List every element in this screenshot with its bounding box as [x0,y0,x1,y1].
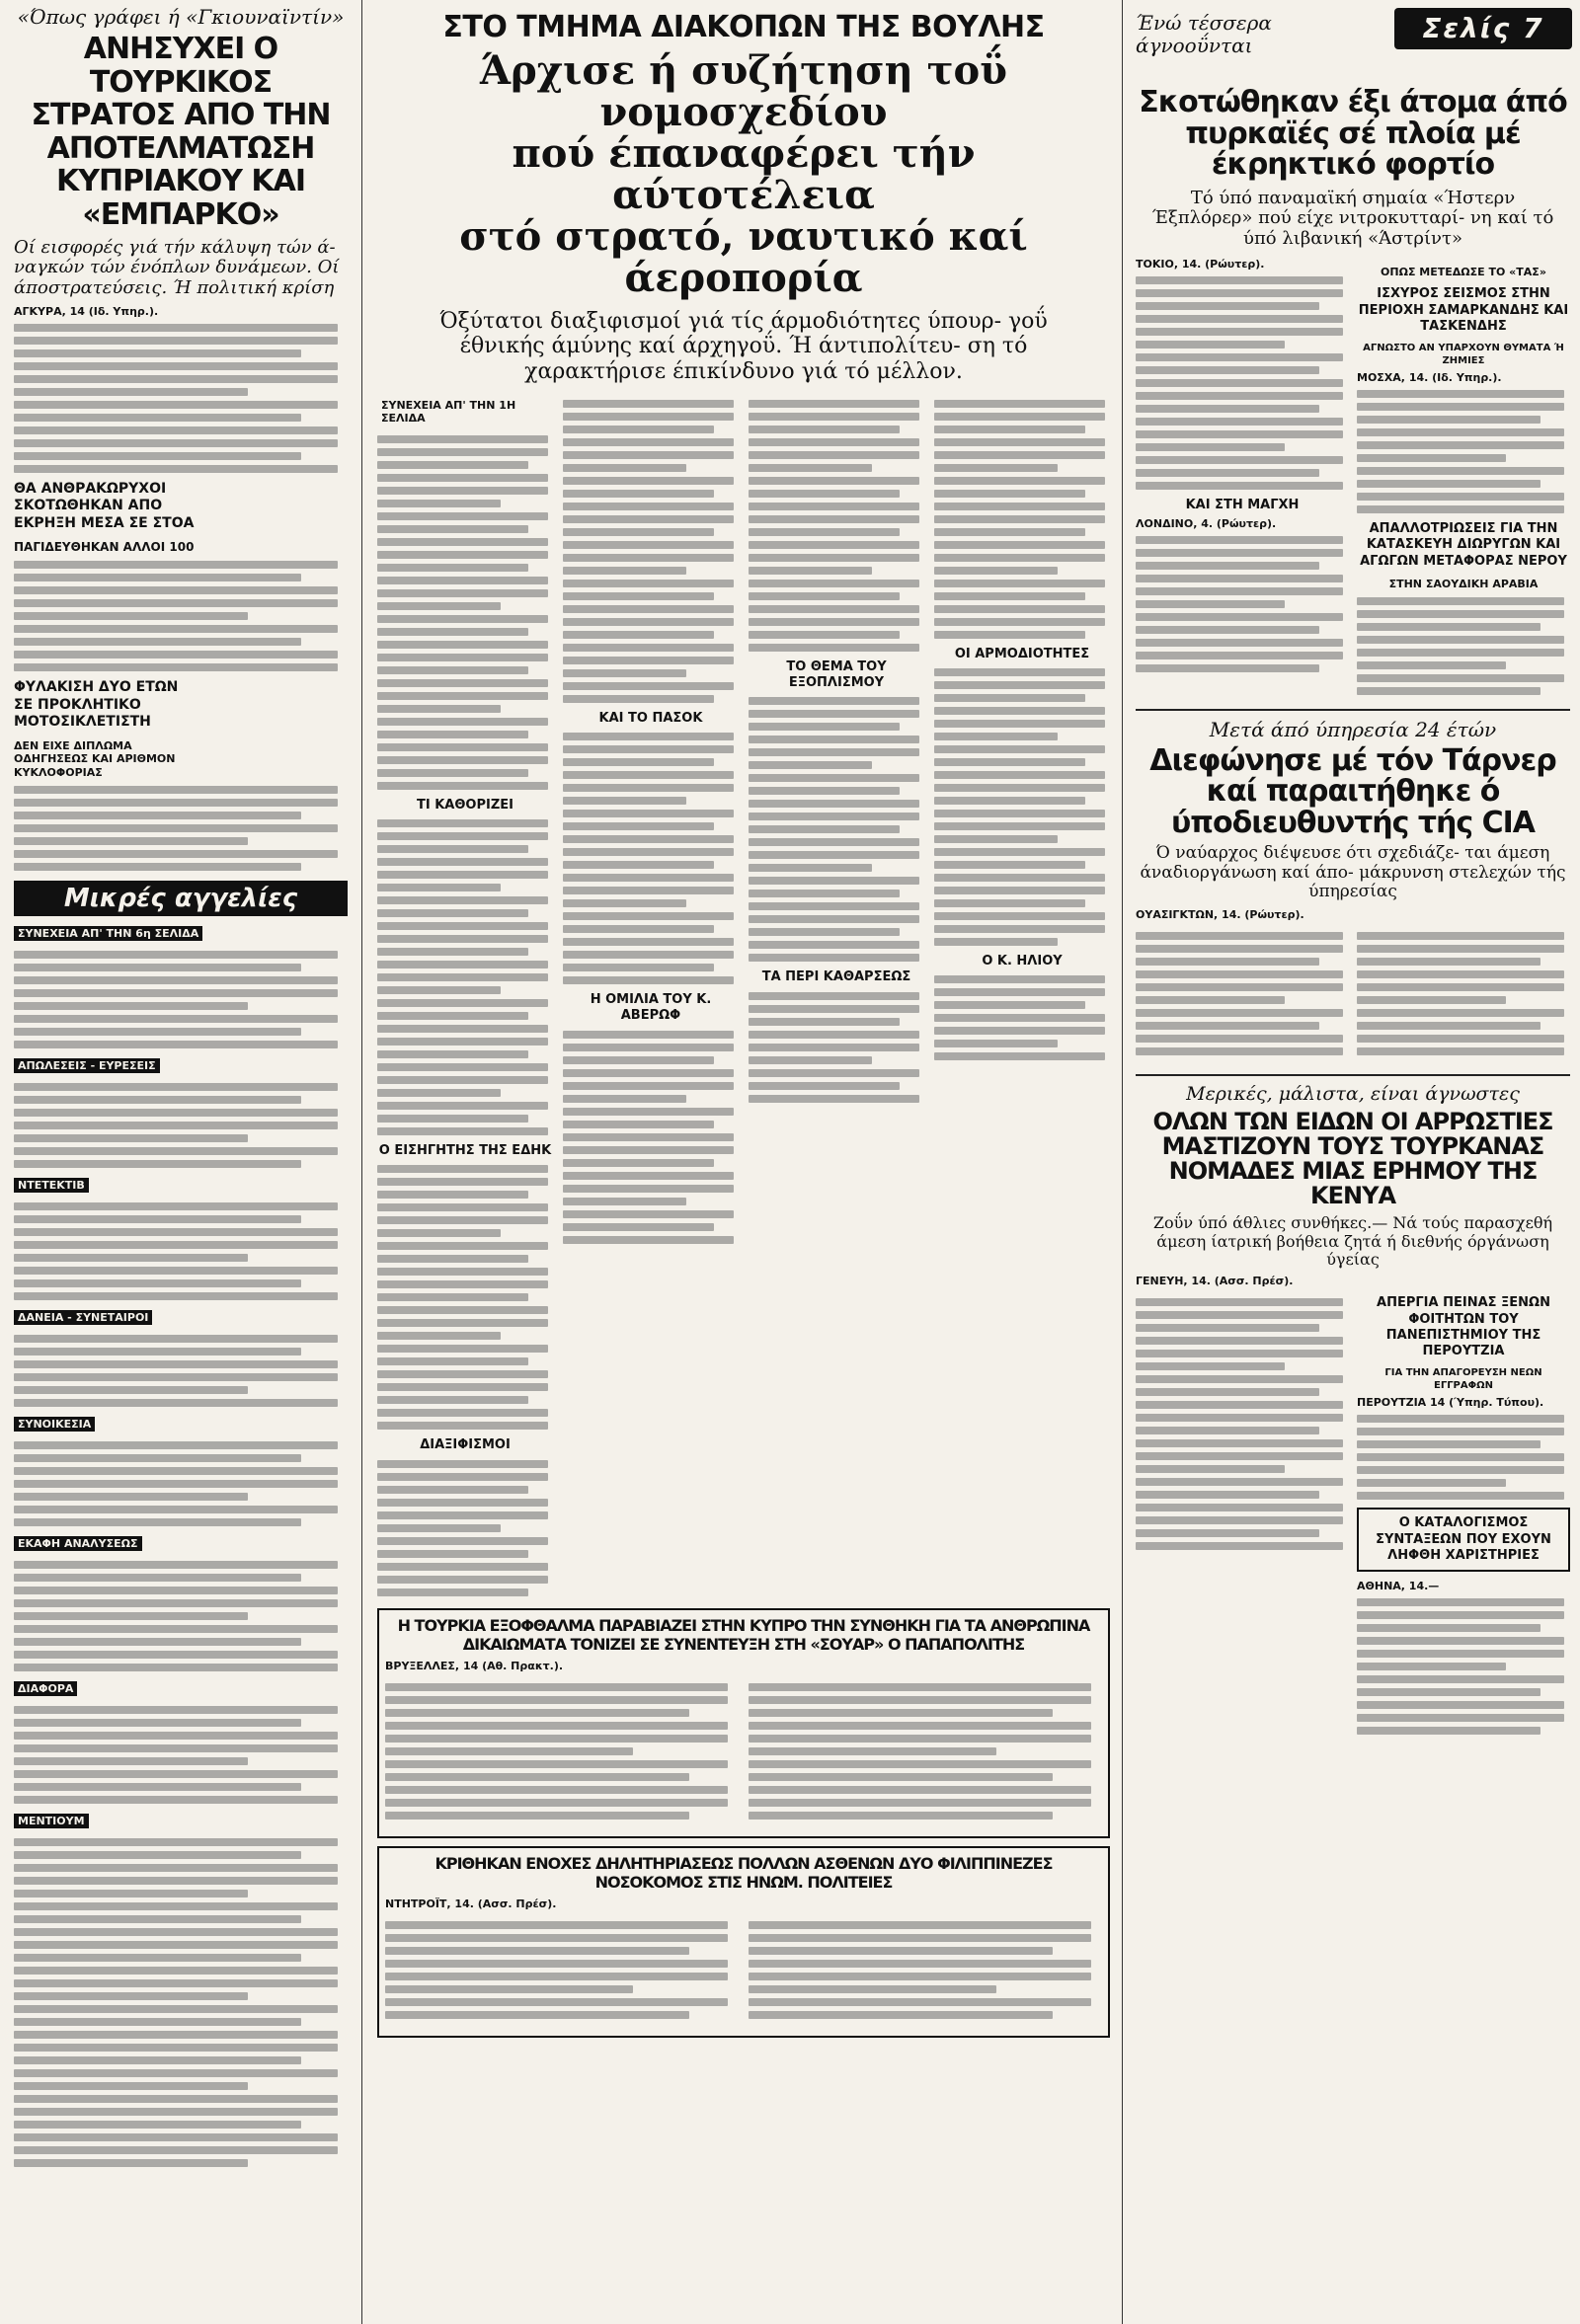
cyprus-text-2 [749,1678,1102,1824]
center-b-text-1 [563,400,739,703]
classified-section-1: ΑΠΩΛΕΣΕΙΣ - ΕΥΡΕΣΕΙΣ [14,1058,160,1073]
sec-eiak: Ο ΕΙΣΗΓΗΤΗΣ ΤΗΣ ΕΔΗΚ [378,1143,552,1159]
quake-sub: ΑΓΝΩΣΤΟ ΑΝ ΥΠΑΡΧΟΥΝ ΘΥΜΑΤΑ Ή ΖΗΜΙΕΣ [1363,343,1564,366]
kenya-subcol-b [1357,1287,1570,1741]
strike-text [1357,1415,1570,1500]
classified-section-2: ΝΤΕΤΕΚΤΙΒ [14,1178,89,1193]
center-subcol-a [377,394,553,1602]
right-a-text-2 [1136,536,1349,672]
cont-head: ΣΥΝΕΧΕΙΑ ΑΠ' ΤΗΝ 1Η ΣΕΛΙΔΑ [381,398,516,425]
classified-text-2 [14,1083,348,1168]
pension-list-box [1357,1508,1570,1572]
cyprus-text-1 [385,1678,739,1824]
sec-disagreements: ΔΙΑΞΙΦΙΣΜΟΙ [420,1437,511,1453]
classified-text-4 [14,1335,348,1407]
center-a-text-2 [377,819,553,1135]
column-rule-2 [1122,0,1123,2324]
list-dateline: ΑΘΗΝΑ, 14.— [1357,1580,1440,1593]
sec-pasok: ΚΑΙ ΤΟ ΠΑΣΟΚ [598,710,703,726]
list-text [1357,1598,1570,1735]
sec-cleanup: ΤΑ ΠΕΡΙ ΚΑΘΑΡΣΕΩΣ [761,969,911,985]
classified-section-4: ΣΥΝΟΙΚΕΣΙΑ [14,1417,95,1432]
page-number-logo: Σελίς 7 [1394,8,1572,49]
sec-ilioy: Ο Κ. ΗΛΙΟΥ [982,954,1063,969]
center-d-text-2 [934,668,1110,946]
cia-kicker: Μετά άπό ύπηρεσία 24 έτών [1209,717,1497,741]
left-column [0,0,356,2324]
classified-text-3 [14,1202,348,1300]
center-headline-2: πού έπαναφέρει τήν αύτοτέλεια [512,130,976,218]
classified-text-6 [14,1561,348,1671]
center-c-text-1 [749,400,924,652]
strike-sub: ΓΙΑ ΤΗΝ ΑΠΑΓΟΡΕΥΣΗ ΝΕΩΝ ΕΓΓΡΑΦΩΝ [1384,1367,1542,1391]
col1-main-head: ΑΝΗΣΥΧΕΙ Ο ΤΟΥΡΚΙΚΟΣ ΣΤΡΑΤΟΣ ΑΠΟ ΤΗΝ ΑΠΟΤΕΛΜΑΤΩΣΗ ΚΥΠΡΙΑΚΟΥ ΚΑΙ «ΕΜΠΑΡΚΟ» [31,32,331,232]
cyprus-dateline: ΒΡΥΞΕΛΛΕΣ, 14 (Αθ. Πρακτ.). [385,1660,564,1673]
col1-head3: ΦΥΛΑΚΙΣΗ ΔΥΟ ΕΤΩΝ ΣΕ ΠΡΟΚΛΗΤΙΚΟ ΜΟΤΟΣΙΚΛΕΤΙΣΤΗ [14,679,179,731]
classified-text-5 [14,1441,348,1526]
right-kicker: Ένώ τέσσερα άγνοοΰνται [1136,11,1272,57]
cyprus-head: Η ΤΟΥΡΚΙΑ ΕΞΟΦΘΑΛΜΑ ΠΑΡΑΒΙΑΖΕΙ ΣΤΗΝ ΚΥΠΡΟ ΤΗΝ ΣΥΝΘΗΚΗ ΓΙΑ ΤΑ ΑΝΘΡΩΠΙΝΑ ΔΙΚΑΙΩΜΑΤΑ ΤΟΝΙΖΕΙ ΣΕ ΣΥΝΕΝΤΕΥΞΗ ΣΤΗ «ΣΟΥΑΡ» Ο ΠΑΠΑΠΟΛΙΤΗΣ [397,1615,1090,1654]
philippines-text-2 [749,1916,1102,2024]
right-divider-2 [1136,1074,1570,1076]
center-a-text-3 [377,1165,553,1430]
strike-head: ΑΠΕΡΓΙΑ ΠΕΙΝΑΣ ΞΕΝΩΝ ΦΟΙΤΗΤΩΝ ΤΟΥ ΠΑΝΕΠΙΣΤΗΜΙΟΥ ΤΗΣ ΠΕΡΟΥΤΖΙΑ [1377,1295,1550,1359]
arab-sub: ΣΤΗΝ ΣΑΟΥΔΙΚΗ ΑΡΑΒΙΑ [1388,577,1539,590]
philippines-head: ΚΡΙΘΗΚΑΝ ΕΝΟΧΕΣ ΔΗΛΗΤΗΡΙΑΣΕΩΣ ΠΟΛΛΩΝ ΑΣΘΕΝΩΝ ΔΥΟ ΦΙΛΙΠΠΙΝΕΖΕΣ ΝΟΣΟΚΟΜΟΣ ΣΤΙΣ ΗΝΩΜ. ΠΟΛΙΤΕΙΕΣ [434,1854,1053,1893]
center-b-text-2 [563,733,739,984]
center-column [367,0,1118,2324]
col1-head2-sub: ΠΑΓΙΔΕΥΘΗΚΑΝ ΑΛΛΟΙ 100 [14,540,195,555]
col1-text-1 [14,324,348,473]
arab-head: ΑΠΑΛΛΟΤΡΙΩΣΕΙΣ ΓΙΑ ΤΗΝ ΚΑΤΑΣΚΕΥΗ ΔΙΩΡΥΓΩΝ ΚΑΙ ΑΓΩΓΩΝ ΜΕΤΑΦΟΡΑΣ ΝΕΡΟΥ [1360,521,1567,569]
classified-section-3: ΔΑΝΕΙΑ - ΣΥΝΕΤΑΙΡΟΙ [14,1310,152,1325]
center-headline-1: Άρχισε ή συζήτηση τοΰ νομοσχεδίου [480,47,1007,135]
strike-dateline: ΠΕΡΟΥΤΖΙΑ 14 (Ύπηρ. Τύπου). [1357,1396,1544,1410]
march-head: ΚΑΙ ΣΤΗ ΜΑΓΧΗ [1185,497,1300,512]
center-subcol-d [934,394,1110,1602]
col1-text-3 [14,786,348,871]
classified-section-6: ΔΙΑΦΟΡΑ [14,1681,77,1696]
classified-text-1 [14,951,348,1048]
sec-equipment: ΤΟ ΘΕΜΑ ΤΟΥ ΕΞΟΠΛΙΣΜΟΥ [786,658,887,691]
march-dateline: ΛΟΝΔΙΝΟ, 4. (Ρώυτερ). [1136,516,1277,530]
philippines-text-1 [385,1916,739,2024]
kenya-kicker: Μερικές, μάλιστα, είναι άγνωστες [1186,1082,1520,1105]
right-sub: Τό ύπό παναμαϊκή σημαία «Ήστερν Έξπλόρερ» πού είχε νιτροκυτταρί- νη καί τό ύπό λιβανική «Άστρίντ» [1151,187,1554,249]
cia-dateline: ΟΥΑΣΙΓΚΤΩΝ, 14. (Ρώυτερ). [1136,907,1304,921]
center-d-text-3 [934,975,1110,1060]
right-dateline: ΤΟΚΙΟ, 14. (Ρώυτερ). [1136,257,1265,271]
quake-head: ΙΣΧΥΡΟΣ ΣΕΙΣΜΟΣ ΣΤΗΝ ΠΕΡΙΟΧΗ ΣΑΜΑΡΚΑΝΔΗΣ ΚΑΙ ΤΑΣΚΕΝΔΗΣ [1358,286,1569,334]
classified-text-7 [14,1706,348,1804]
cia-text-1 [1136,927,1349,1060]
kenya-head: ΟΛΩΝ ΤΩΝ ΕΙΔΩΝ ΟΙ ΑΡΡΩΣΤΙΕΣ ΜΑΣΤΙΖΟΥΝ ΤΟΥΣ ΤΟΥΡΚΑΝΑΣ ΝΟΜΑΔΕΣ ΜΙΑΣ ΕΡΗΜΟΥ ΤΗΣ ΚΕΝΥΑ [1152,1107,1553,1210]
kenya-dateline: ΓΕΝΕΥΗ, 14. (Ασσ. Πρέσ). [1136,1275,1294,1288]
col1-quote-head: «Όπως γράφει ή «Γκιουναϊντίν» [17,5,345,29]
col1-dateline: ΑΓΚΥΡΑ, 14 (Ιδ. Υπηρ.). [14,304,159,318]
classified-section-5: ΕΚΑΦΗ ΑΝΑΛΥΣΕΩΣ [14,1536,142,1551]
right-head: Σκοτώθηκαν έξι άτομα άπό πυρκαϊές σέ πλοία μέ έκρηκτικό φορτίο [1139,85,1567,182]
column-rule-1 [361,0,362,2324]
sec-determines: ΤΙ ΚΑΘΟΡΙΖΕΙ [417,797,514,813]
center-a-text-1 [377,435,553,790]
cia-text-2 [1357,927,1570,1060]
list-head: Ο ΚΑΤΑΛΟΓΙΣΜΟΣ ΣΥΝΤΑΞΕΩΝ ΠΟΥ ΕΧΟΥΝ ΛΗΦΘΗ ΧΑΡΙΣΤΗΡΙΕΣ [1376,1515,1551,1563]
quake-kicker: ΟΠΩΣ ΜΕΤΕΔΩΣΕ ΤΟ «ΤΑΣ» [1381,265,1546,278]
classified-section-7: ΜΕΝΤΙΟΥΜ [14,1814,89,1828]
col1-sub: Οί εισφορές γιά τήν κάλυψη τών ά- ναγκών τών ένόπλων δυνάμεων. Οί άποστρατεύσεις. Ή πολιτική κρίση [14,236,340,298]
col1-head3-sub: ΔΕΝ ΕΙΧΕ ΔΙΠΛΩΜΑ ΟΔΗΓΗΣΕΩΣ ΚΑΙ ΑΡΙΘΜΟΝ ΚΥΚΛΟΦΟΡΙΑΣ [14,738,176,780]
right-subcol-b [1357,258,1570,701]
center-c-text-3 [749,992,924,1103]
right-subcol-a [1136,258,1349,701]
cyprus-article [377,1608,1110,1838]
right-divider-1 [1136,709,1570,711]
cia-head: Διεφώνησε μέ τόν Τάρνερ καί παραιτήθηκε ό ύποδιευθυντής τής CIA [1149,742,1556,840]
right-b-text-1 [1357,390,1570,513]
right-a-text-1 [1136,276,1349,490]
center-subcol-b [563,394,739,1602]
center-c-text-2 [749,697,924,962]
sec-duties: ΟΙ ΑΡΜΟΔΙΟΤΗΤΕΣ [954,646,1090,661]
philippines-dateline: ΝΤΗΤΡΟΪΤ, 14. (Ασσ. Πρέσ). [385,1898,557,1911]
kenya-text-1 [1136,1293,1349,1735]
classified-head: Μικρές αγγελίες [14,881,348,916]
right-column [1128,0,1580,2324]
center-b-text-3 [563,1031,739,1244]
center-headline-3: στό στρατό, ναυτικό καί άεροπορία [459,213,1028,301]
center-d-text-1 [934,400,1110,639]
col1-head2: ΘΑ ΑΝΘΡΑΚΩΡΥΧΟΙ ΣΚΟΤΩΘΗΚΑΝ ΑΠΟ ΕΚΡΗΞΗ ΜΕΣΑ ΣΕ ΣΤΟΑ [14,480,195,531]
center-a-text-4 [377,1460,553,1596]
center-kicker: ΣΤΟ ΤΜΗΜΑ ΔΙΑΚΟΠΩΝ ΤΗΣ ΒΟΥΛΗΣ [442,10,1045,44]
kenya-sub: Ζοΰν ύπό άθλιες συνθήκες.— Νά τούς παρασχεθή άμεση ίατρική βοήθεια ζητά ή διεθνής όργάνωση ύγείας [1152,1213,1553,1270]
center-subcol-c [749,394,924,1602]
philippines-article [377,1846,1110,2038]
classified-text-8 [14,1838,348,2167]
col1-text-2 [14,561,348,671]
quake-dateline: ΜΟΣΧΑ, 14. (Ιδ. Υπηρ.). [1357,371,1502,385]
cia-sub: Ό ναύαρχος διέψευσε ότι σχεδιάζε- ται άμεση άναδιοργάνωση καί άπο- μάκρυνση στελεχών τής ύπηρεσίας [1140,843,1566,902]
center-subhead: Όξύτατοι διαξιφισμοί γιά τίς άρμοδιότητες ύπουρ- γοΰ έθνικής άμύνης καί άρχηγοΰ. Ή άντιπολίτευ- ση τό χαρακτήρισε έπικίνδυνο γιά τό μέλλον. [439,309,1048,384]
right-b-text-2 [1357,597,1570,695]
classified-sub: ΣΥΝΕΧΕΙΑ ΑΠ' ΤΗΝ 6η ΣΕΛΙΔΑ [14,926,202,941]
sec-averof: Η ΟΜΙΛΙΑ ΤΟΥ Κ. ΑΒΕΡΩΦ [590,992,712,1024]
